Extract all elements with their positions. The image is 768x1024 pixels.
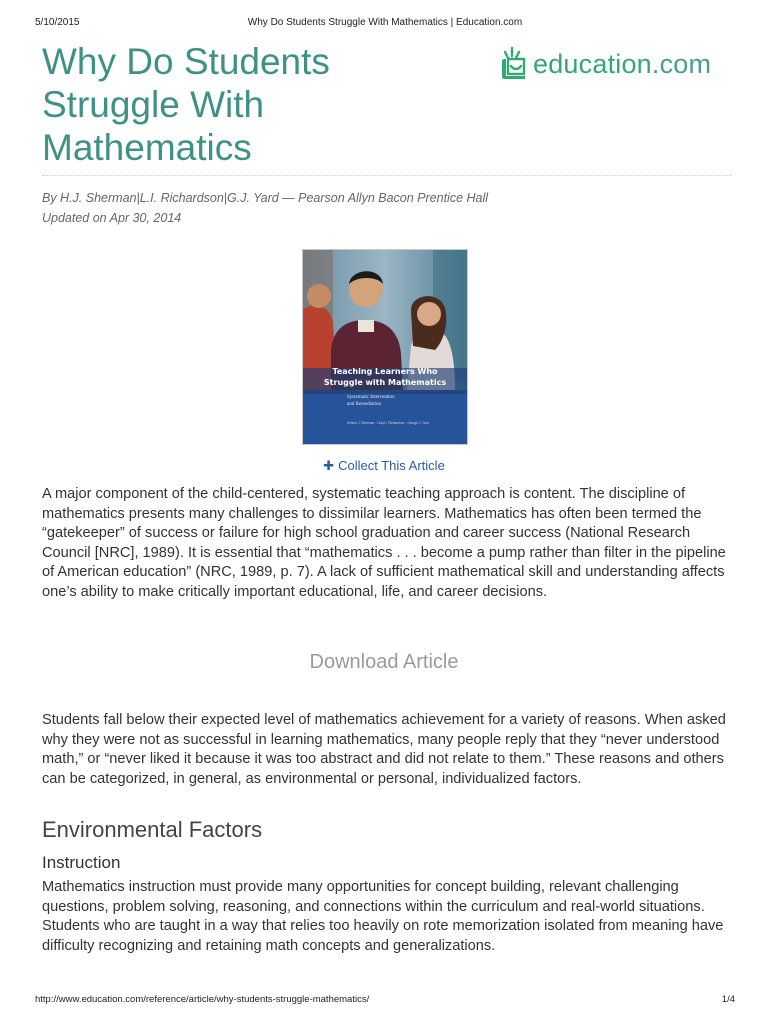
article-title: Why Do Students Struggle With Mathematics xyxy=(42,41,330,168)
paragraph-reasons: Students fall below their expected level of mathematics achievement for a variety of reasons. When asked why they were not as successful in learning mathematics, many people reply that they “never understood math,” or “never liked it because it was too abstract and did not relate to them.” These reasons and others can be categorized, in general, as environmental or personal, individualized factors. xyxy=(42,712,726,787)
cover-authors: Helene J. Sherman · Lloyd I. Richardson · George J. Yard xyxy=(347,421,429,425)
heading-instruction: Instruction xyxy=(42,853,121,872)
print-header xyxy=(35,17,735,31)
print-url: http://www.education.com/reference/article/why-students-struggle-mathematics/ xyxy=(35,994,370,1005)
plus-icon: ✚ xyxy=(323,458,335,473)
print-page-number: 1/4 xyxy=(721,994,735,1005)
book-cover-image xyxy=(302,249,468,445)
cover-subtitle-line2: and Remediation xyxy=(347,402,382,407)
paragraph-instruction: Mathematics instruction must provide many opportunities for concept building, relevant challenging questions, problem solving, reasoning, and connections within the curriculum and real-world situations. Students who are taught in a way that relies too heavily on rote memorization isolated from meaning have difficulty recognizing and retaining math concepts and generalizations. xyxy=(42,879,724,954)
title-divider xyxy=(42,175,732,176)
article-byline: By H.J. Sherman|L.I. Richardson|G.J. Yard — Pearson Allyn Bacon Prentice Hall xyxy=(42,191,489,205)
book-reader-icon xyxy=(497,46,531,82)
logo-wordmark: education.com xyxy=(533,48,712,79)
article-updated-date: Updated on Apr 30, 2014 xyxy=(42,211,182,225)
education-logo[interactable] xyxy=(497,44,732,84)
download-article-button[interactable]: Download Article xyxy=(309,651,459,673)
cover-title-line1: Teaching Learners Who xyxy=(332,367,438,376)
print-date: 5/10/2015 xyxy=(35,17,80,28)
heading-environmental-factors: Environmental Factors xyxy=(42,817,263,842)
cover-title-line2: Struggle with Mathematics xyxy=(323,378,447,387)
print-page-title: Why Do Students Struggle With Mathematics | Education.com xyxy=(247,17,523,28)
print-footer xyxy=(35,994,735,1008)
cover-subtitle-line1: Systematic Intervention xyxy=(347,395,395,400)
book-cover-art xyxy=(303,250,467,444)
paragraph-intro: A major component of the child-centered, systematic teaching approach is content. The discipline of mathematics presents many challenges to dissimilar learners. Mathematics has often been termed the “gatekeeper” of success or failure for high school graduation and career success (National Research Council [NRC], 1989). It is essential that “mathematics . . . become a pump rather than filter in the pipeline of American education” (NRC, 1989, p. 7). A lack of sufficient mathematical skill and understanding affects one’s ability to make critically important educational, life, and career decisions. xyxy=(42,486,726,600)
collect-article-link[interactable]: ✚ Collect This Article xyxy=(323,458,445,473)
